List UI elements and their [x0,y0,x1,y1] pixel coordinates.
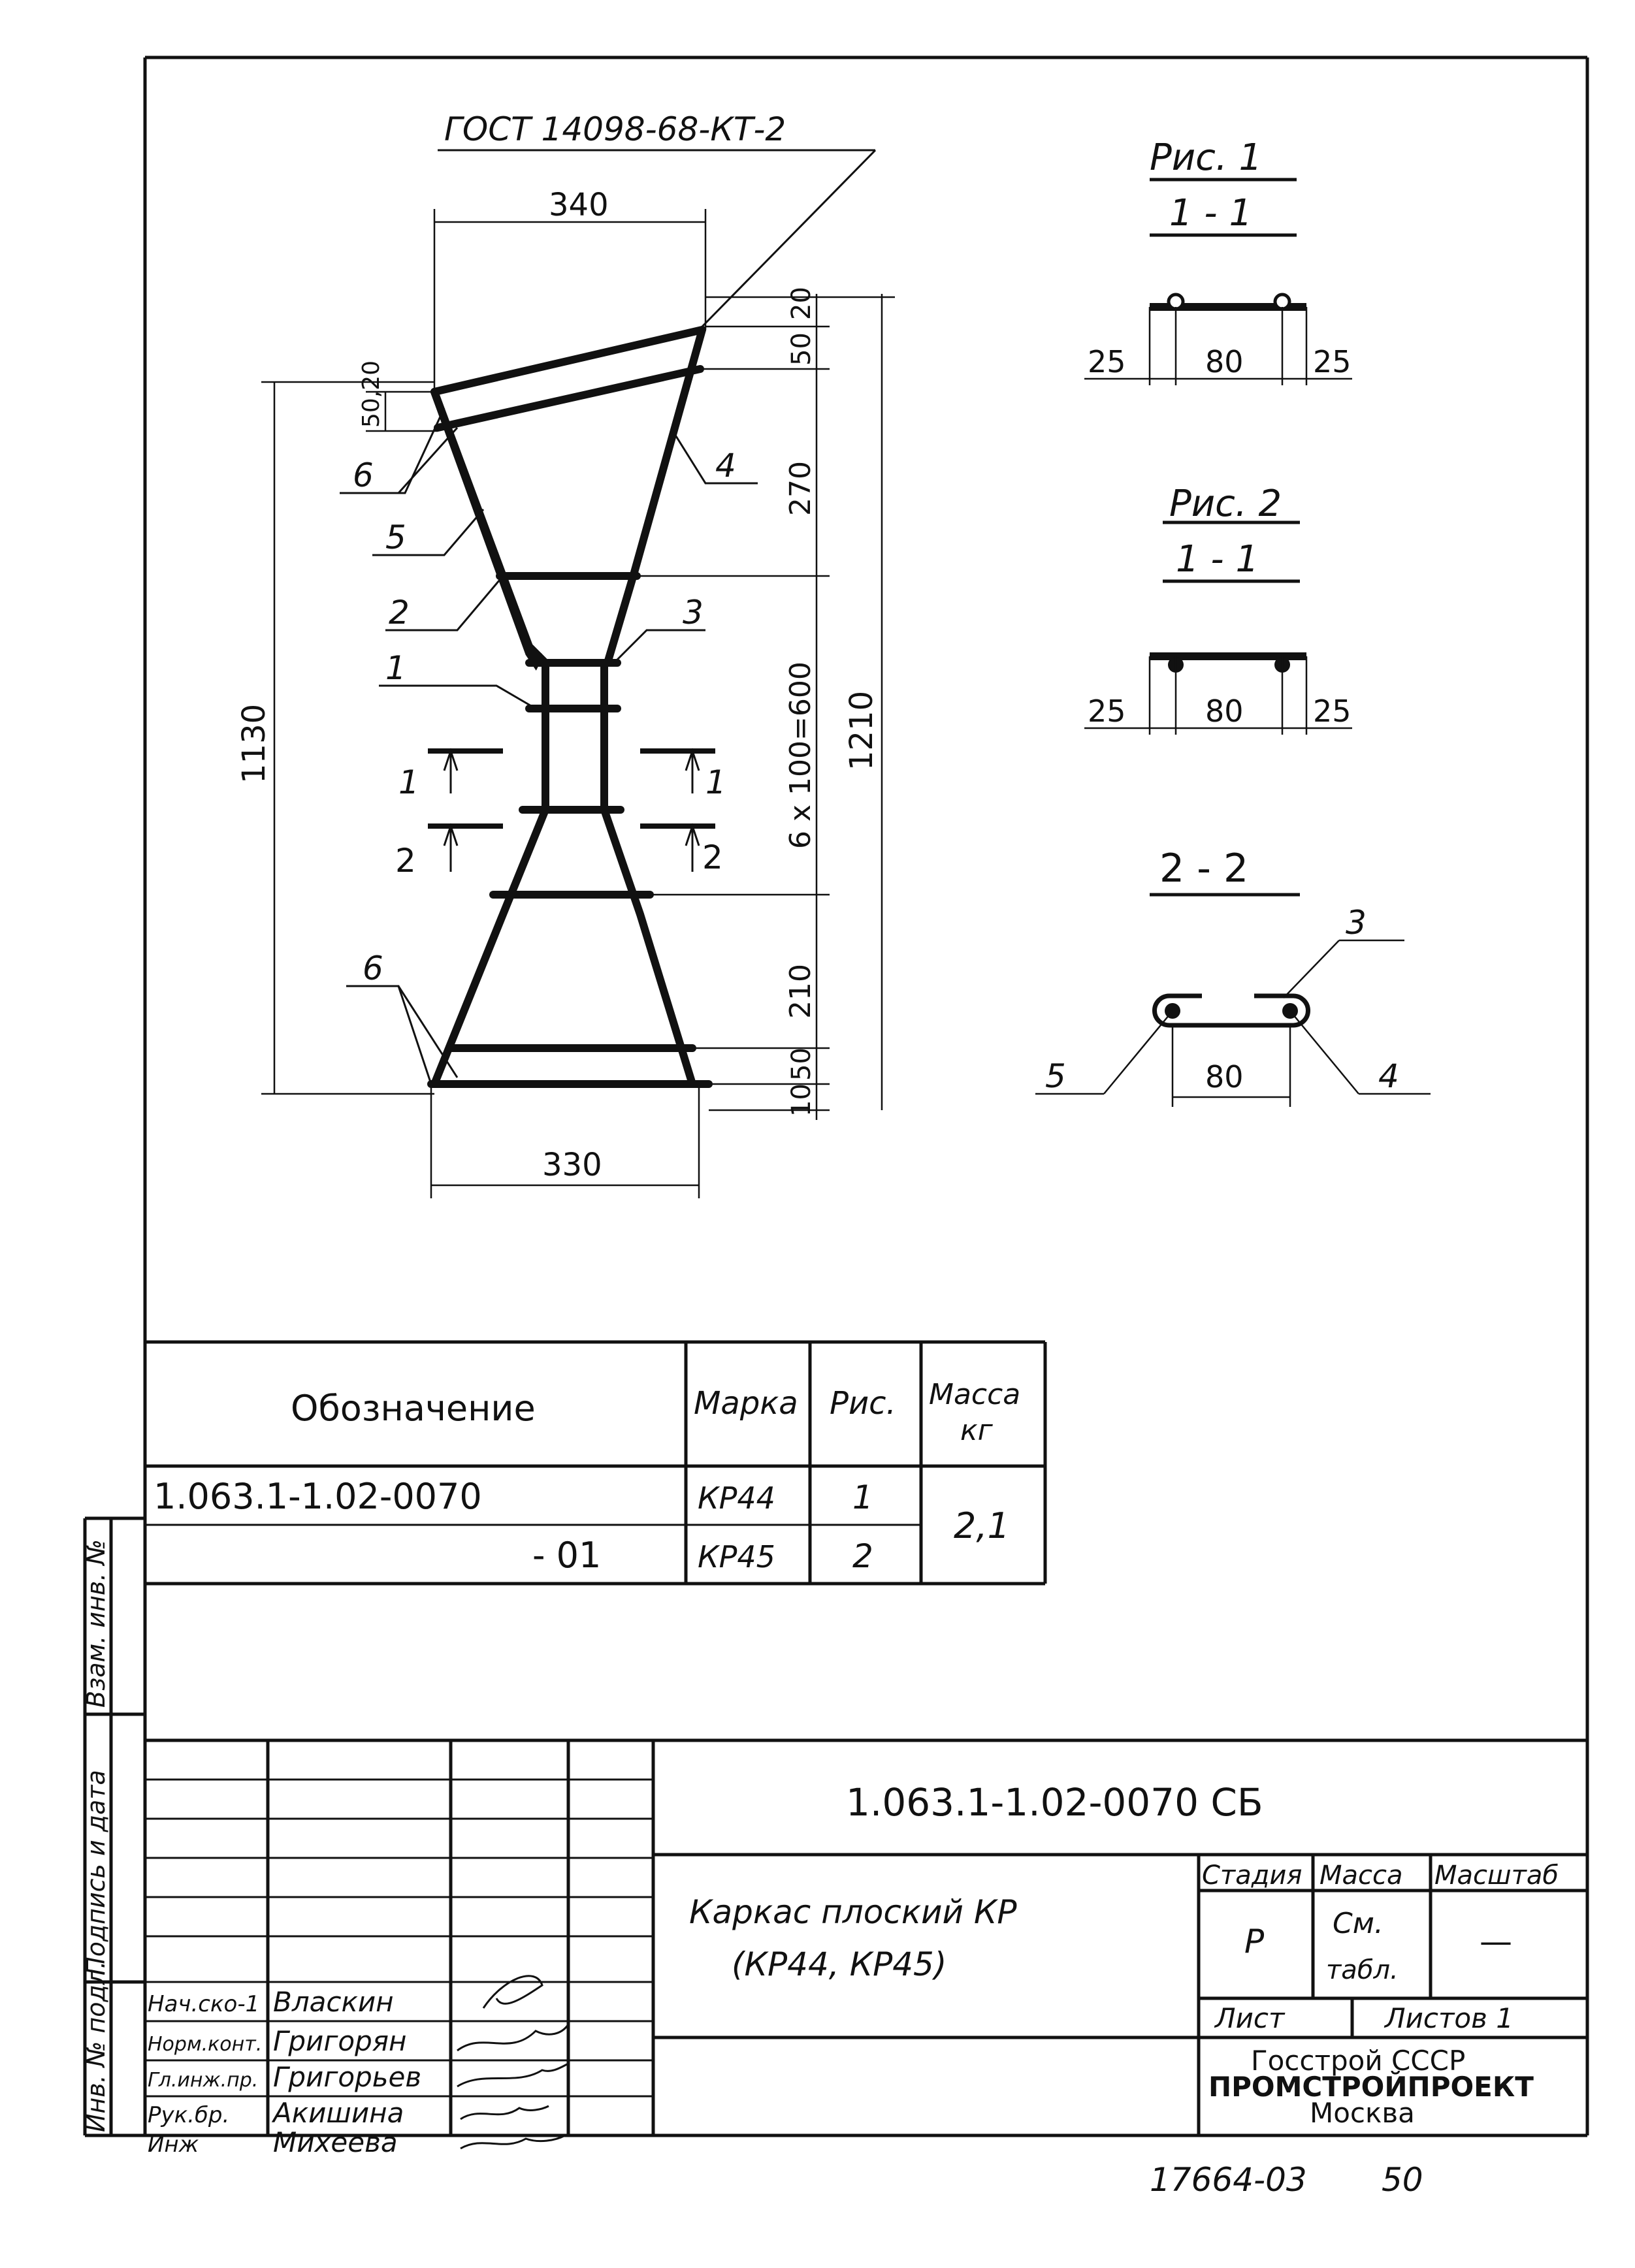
staff-role-4: Рук.бр. [148,2102,230,2128]
dim-210: 210 [784,964,817,1019]
pos-2: 2 [389,594,410,631]
pos-1: 1 [385,649,406,687]
sheets-label: Листов 1 [1385,2002,1514,2034]
section-mark-right-1: 1 [705,763,726,801]
row2-designation: - 01 [532,1535,602,1576]
title-block [145,1740,1587,2158]
row1-mark: КР44 [698,1480,775,1516]
sheet-label: Лист [1215,2002,1285,2034]
fig2-title: Рис. 2 [1169,483,1282,525]
stage-value: Р [1244,1923,1265,1960]
archive-number: 17664-03 [1150,2161,1307,2199]
stamp-inv-podl: Инв. № подл. [82,1960,110,2132]
side-stamp-column [82,1518,145,2135]
staff-role-3: Гл.инж.пр. [148,2069,259,2092]
mass-value: 2,1 [954,1505,1010,1546]
dim-bottom-width: 330 [542,1147,602,1183]
staff-name-4: Акишина [273,2097,404,2129]
dim-total-left: 1130 [236,703,272,784]
dim-left-50-20: 50,20 [358,360,385,428]
left-side-bar-upper [434,392,545,663]
figure-1 [1084,136,1352,385]
sec22-pos-left: 5 [1045,1057,1066,1095]
page-number: 50 [1382,2161,1423,2199]
sec22-title: 2 - 2 [1159,846,1249,891]
doc-title-line1: Каркас плоский КР [689,1893,1017,1931]
dim-total-right: 1210 [843,690,880,771]
section-2-2 [1035,846,1431,1107]
frame-drawing [236,110,895,1198]
staff-name-2: Григорян [273,2025,407,2057]
sheet-frame [85,57,1587,2135]
dim-50-top: 50 [786,332,817,366]
dim-270: 270 [784,461,817,516]
doc-title-line2: (КР44, КР45) [732,1945,947,1983]
signature-2 [457,2024,568,2051]
pos-6-bottom: 6 [363,950,383,987]
th-fig: Рис. [830,1385,896,1422]
fig2-dim-right: 25 [1313,694,1352,729]
right-side-bar-lower [604,810,692,1084]
fig1-title: Рис. 1 [1150,136,1263,179]
signature-4 [461,2106,549,2119]
signature-5 [461,2135,565,2148]
scale-value: — [1480,1923,1512,1960]
fig2-dim-left: 25 [1088,694,1126,729]
section-mark-left-2: 2 [395,842,416,880]
sec22-dim: 80 [1205,1059,1244,1094]
top-inclined-bar-lower [438,369,700,428]
fig1-dim-right: 25 [1313,344,1352,379]
pos-5: 5 [385,519,406,556]
org-line2: ПРОМСТРОЙПРОЕКТ [1208,2071,1534,2103]
top-inclined-bar-upper [434,330,702,392]
dim-20-top: 20 [786,287,817,320]
mass-value-line2: табл. [1326,1955,1399,1985]
row1-designation: 1.063.1-1.02-0070 [154,1476,482,1517]
spec-table [145,1342,1045,1584]
fig1-section: 1 - 1 [1169,192,1253,234]
row1-fig: 1 [852,1478,873,1516]
signature-1 [483,1976,542,2008]
section-mark-left-1: 1 [398,763,419,801]
th-mass: Масса [929,1378,1021,1411]
figure-2 [1084,483,1352,735]
org-line1: Госстрой СССР [1251,2045,1466,2077]
fig2-dim-mid: 80 [1205,694,1244,729]
dim-6x100: 6 x 100=600 [784,662,817,849]
signatures [457,1976,568,2148]
staff-name-1: Власкин [273,1986,394,2018]
dim-10-bottom: 10 [786,1083,817,1117]
row2-mark: КР45 [698,1539,775,1574]
frame-bars [431,330,709,1084]
th-mass-unit: кг [960,1414,993,1447]
dim-50-bottom: 50 [786,1047,817,1081]
mass-value-line1: См. [1333,1907,1384,1940]
stamp-vzam-inv: Взам. инв. № [82,1539,110,1708]
staff-name-5: Михеева [273,2126,398,2158]
staff-role-5: Инж [148,2132,199,2158]
stamp-podpis-data: Подпись и дата [82,1770,110,1975]
fig1-dim-left: 25 [1088,344,1126,379]
pos-4: 4 [715,447,736,485]
row2-fig: 2 [852,1537,873,1575]
sec22-pos-right: 4 [1378,1057,1399,1095]
gost-label: ГОСТ 14098-68-КТ-2 [444,110,786,148]
staff-role-2: Норм.конт. [148,2033,263,2056]
section-mark-right-2: 2 [702,839,723,876]
th-mark: Марка [694,1385,798,1422]
sec22-pos-top: 3 [1346,904,1367,942]
org-line3: Москва [1310,2097,1415,2129]
mass-header: Масса [1319,1861,1403,1891]
pos-6-top: 6 [353,456,374,494]
scale-header: Масштаб [1434,1861,1559,1891]
signature-3 [457,2064,568,2086]
stage-header: Стадия [1202,1861,1303,1891]
doc-code: 1.063.1-1.02-0070 СБ [846,1780,1263,1825]
staff-name-3: Григорьев [273,2061,422,2093]
fig1-dim-mid: 80 [1205,344,1244,379]
dim-top-width: 340 [549,187,609,223]
th-designation: Обозначение [291,1388,536,1429]
staff-role-1: Нач.ско-1 [148,1991,260,2017]
fig2-section: 1 - 1 [1176,538,1259,581]
pos-3: 3 [683,594,704,631]
